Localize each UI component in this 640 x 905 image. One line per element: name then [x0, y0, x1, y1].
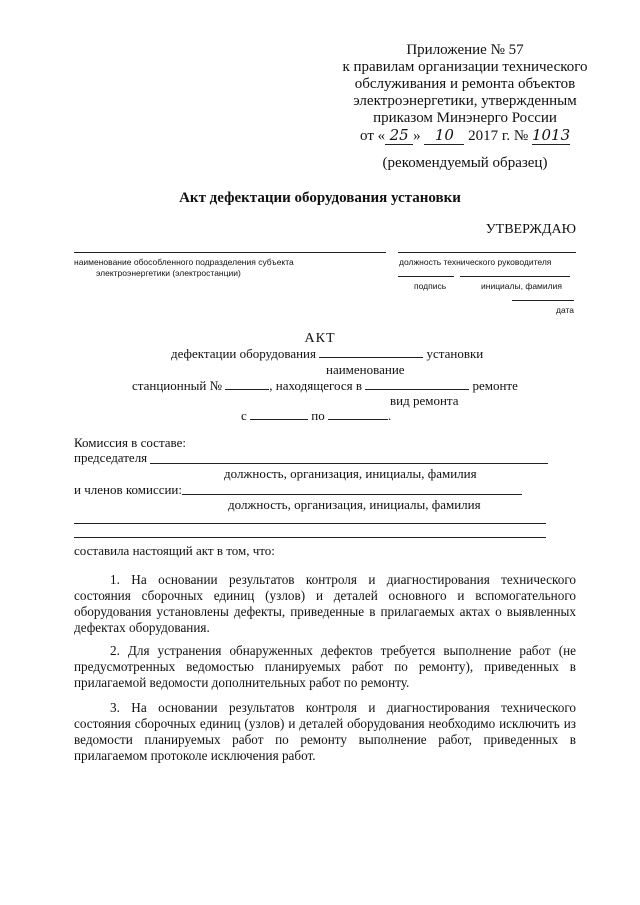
members-line-2 [74, 523, 546, 524]
naming-caption: наименование [326, 362, 405, 377]
station-number-blank [225, 378, 269, 390]
act-line-2-suffix: ремонте [472, 378, 518, 393]
repair-type-blank [365, 378, 469, 390]
repair-type-caption: вид ремонта [390, 393, 459, 408]
act-line-2-prefix: станционный № [132, 378, 223, 393]
paragraph-1: 1. На основании результатов контроля и диагностирования технического состояния сборочных единиц (узлов) и деталей основного и вспомогательного оборудования установлены дефекты, приведенные в прилагаемых актах о выявленных дефектах оборудования. [74, 572, 576, 635]
act-line-2-mid: , находящегося в [269, 378, 362, 393]
act-period-line [241, 408, 391, 424]
equipment-name-blank [319, 346, 423, 358]
appendix-line-4: электроэнергетики, утвержденным [353, 93, 577, 109]
to-label: по [311, 408, 325, 423]
signature-caption: подпись [414, 281, 447, 291]
members-caption: должность, организация, инициалы, фамилия [228, 497, 481, 512]
signature-line [398, 276, 454, 277]
appendix-header [300, 42, 630, 172]
date-day-handwritten: 25 [385, 127, 413, 145]
from-date-blank [250, 408, 308, 420]
chairman-line [150, 463, 548, 464]
chairman-label: председателя [74, 450, 148, 465]
order-date-line [300, 127, 630, 145]
commission-heading: Комиссия в составе: [74, 435, 186, 450]
members-line-1 [182, 494, 522, 495]
act-heading: АКТ [304, 331, 336, 346]
act-line-1-suffix: установки [426, 346, 484, 361]
appendix-line-2: к правилам организации технического [342, 59, 588, 75]
members-line-3 [74, 537, 546, 538]
to-date-blank [328, 408, 388, 420]
date-year: 2017 г. № [468, 128, 529, 144]
date-month-handwritten: 10 [424, 127, 464, 145]
organization-caption-1: наименование обособленного подразделения субъекта [74, 257, 294, 267]
organization-line [74, 252, 386, 253]
date-mid: » [413, 128, 421, 144]
date-caption: дата [556, 305, 575, 315]
paragraph-3: 3. На основании результатов контроля и диагностирования технического состояния сборочных единиц (узлов) и деталей оборудования необходимо исключить из ведомости планируемых работ по ремонту выполнение работ, приведенных в прилагаемом протоколе исключения работ. [74, 700, 576, 763]
act-line-1-prefix: дефектации оборудования [171, 346, 316, 361]
from-label: с [241, 408, 247, 423]
appendix-line-1: Приложение № 57 [406, 42, 524, 58]
document-title: Акт дефектации оборудования установки [179, 190, 461, 206]
initials-caption: инициалы, фамилия [481, 281, 562, 291]
approve-heading: УТВЕРЖДАЮ [485, 222, 576, 237]
date-prefix: от « [360, 128, 386, 144]
position-line [398, 252, 576, 253]
appendix-line-3: обслуживания и ремонта объектов [354, 76, 576, 92]
recommended-sample-note: (рекомендуемый образец) [382, 155, 548, 171]
initials-line [460, 276, 570, 277]
period-end-dot: . [388, 408, 392, 423]
chairman-caption: должность, организация, инициалы, фамилия [224, 466, 477, 481]
appendix-line-5: приказом Минэнерго России [373, 110, 557, 126]
act-line-2 [132, 378, 518, 394]
commission-intro: составила настоящий акт в том, что: [74, 543, 275, 558]
order-number-handwritten: 1013 [531, 126, 571, 144]
members-label: и членов комиссии: [74, 482, 183, 497]
paragraph-2: 2. Для устранения обнаруженных дефектов требуется выполнение работ (не предусмотренных ведомостью планируемых работ по ремонту), приведенных в прилагаемой ведомости дополнительных работ по ремонту. [74, 643, 576, 690]
date-line [512, 300, 574, 301]
organization-caption-2: электроэнергетики (электростанции) [96, 268, 241, 278]
position-caption: должность технического руководителя [399, 257, 552, 267]
act-line-1 [171, 346, 483, 362]
